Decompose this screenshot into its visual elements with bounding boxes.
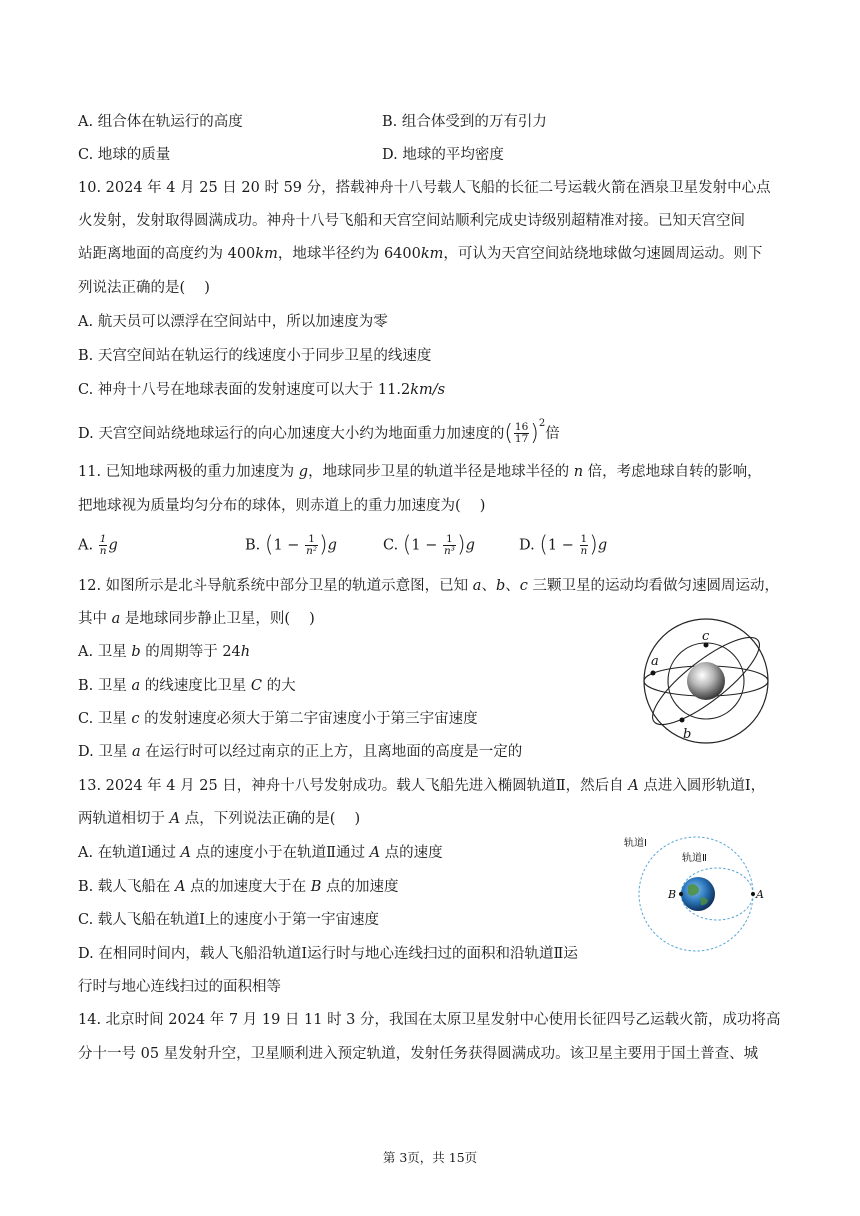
label-A: A: [756, 888, 764, 901]
label-c: c: [702, 629, 710, 644]
q10-stem-line2: 火发射，发射取得圆满成功。神舟十八号飞船和天宫空间站顺利完成史诗级别超精准对接。已知天宫空间: [78, 213, 745, 229]
page-footer: 第 3页，共 15页: [382, 1150, 478, 1165]
label-a: a: [651, 654, 659, 669]
earth-globe: [687, 662, 725, 700]
orbit-transfer-figure: [614, 834, 774, 952]
label-orbit-II: 轨道Ⅱ: [682, 853, 707, 864]
q11-stem-line1: 11. 已知地球两极的重力加速度为 g，地球同步卫星的轨道半径是地球半径的 n 倍，考虑地球自转的影响，: [78, 464, 762, 480]
q10-stem-line1: 10. 2024 年 4 月 25 日 20 时 59 分，搭载神舟十八号载人飞船的长征二号运载火箭在酒泉卫星发射中心点: [78, 180, 771, 196]
q10-stem-line4: 列说法正确的是( ): [78, 280, 210, 296]
q9-option-d: D. 地球的平均密度: [382, 147, 504, 163]
q11-stem-line2: 把地球视为质量均匀分布的球体，则赤道上的重力加速度为( ): [78, 498, 486, 514]
q14-stem-line2: 分十一号 05 星发射升空，卫星顺利进入预定轨道，发射任务获得圆满成功。该卫星主要用于国土普查、城: [78, 1046, 759, 1062]
q12-stem-line1: 12. 如图所示是北斗导航系统中部分卫星的轨道示意图，已知 a、b、c 三颗卫星的运动均看做匀速圆周运动，: [78, 578, 779, 594]
q12-option-c: C. 卫星 c 的发射速度必须大于第二宇宙速度小于第三宇宙速度: [78, 711, 478, 727]
q12-option-b: B. 卫星 a 的线速度比卫星 C 的大: [78, 678, 296, 694]
q10-option-d: D. 天宫空间站绕地球运行的向心加速度大小约为地面重力加速度的( $\frac{16}{17}$ )$^2$倍: [78, 418, 560, 446]
q12-option-d: D. 卫星 a 在运行时可以经过南京的正上方，且离地面的高度是一定的: [78, 744, 523, 760]
q13-stem-line1: 13. 2024 年 4 月 25 日，神舟十八号发射成功。载人飞船先进入椭圆轨道Ⅱ，然后自 A 点进入圆形轨道Ⅰ，: [78, 778, 766, 794]
q11-option-b: B. (1 − $\frac{1}{\text{n²}}$ )g: [245, 532, 337, 558]
q10-option-b: B. 天宫空间站在轨运行的线速度小于同步卫星的线速度: [78, 348, 432, 364]
q10-stem-line3: 站距离地面的高度约为 400km，地球半径约为 6400km，可认为天宫空间站绕地球做匀速圆周运动。则下: [78, 246, 763, 262]
q13-stem-line2: 两轨道相切于 A 点，下列说法正确的是( ): [78, 811, 361, 827]
q9-option-c: C. 地球的质量: [78, 147, 171, 163]
q11-option-c: C. (1 − $\frac{1}{\text{n³}}$ )g: [383, 532, 475, 558]
satellite-b-dot: [680, 718, 685, 723]
q14-stem-line1: 14. 北京时间 2024 年 7 月 19 日 11 时 3 分，我国在太原卫星发射中心使用长征四号乙运载火箭，成功将高: [78, 1012, 781, 1028]
q11-option-a: A. $\frac{1}{n}$ g: [78, 533, 118, 557]
q13-option-b: B. 载人飞船在 A 点的加速度大于在 B 点的加速度: [78, 879, 399, 895]
point-A-dot: [751, 892, 755, 896]
q12-option-a: A. 卫星 b 的周期等于 24h: [78, 644, 251, 660]
q9-option-a: A. 组合体在轨运行的高度: [78, 114, 243, 130]
q13-option-d-line2: 行时与地心连线扫过的面积相等: [78, 979, 281, 995]
q9-option-b: B. 组合体受到的万有引力: [382, 114, 547, 130]
label-orbit-I: 轨道Ⅰ: [624, 838, 647, 849]
label-B: B: [668, 888, 677, 901]
q11-option-d: D. (1 − $\frac{1}{n}$ )g: [519, 532, 608, 558]
q13-option-c: C. 载人飞船在轨道Ⅰ上的速度小于第一宇宙速度: [78, 912, 380, 928]
label-b: b: [683, 727, 692, 742]
q13-option-d-line1: D. 在相同时间内，载人飞船沿轨道Ⅰ运行时与地心连线扫过的面积和沿轨道Ⅱ运: [78, 946, 578, 962]
satellite-a-dot: [651, 671, 656, 676]
satellite-orbits-figure: [636, 618, 782, 748]
q12-stem-line2: 其中 a 是地球同步静止卫星，则( ): [78, 611, 315, 627]
point-B-dot: [679, 892, 683, 896]
q10-option-a: A. 航天员可以漂浮在空间站中，所以加速度为零: [78, 314, 388, 330]
q10-option-c: C. 神舟十八号在地球表面的发射速度可以大于 11.2km/s: [78, 382, 446, 398]
q13-option-a: A. 在轨道Ⅰ通过 A 点的速度小于在轨道Ⅱ通过 A 点的速度: [78, 845, 443, 861]
earth-globe: [681, 877, 715, 911]
